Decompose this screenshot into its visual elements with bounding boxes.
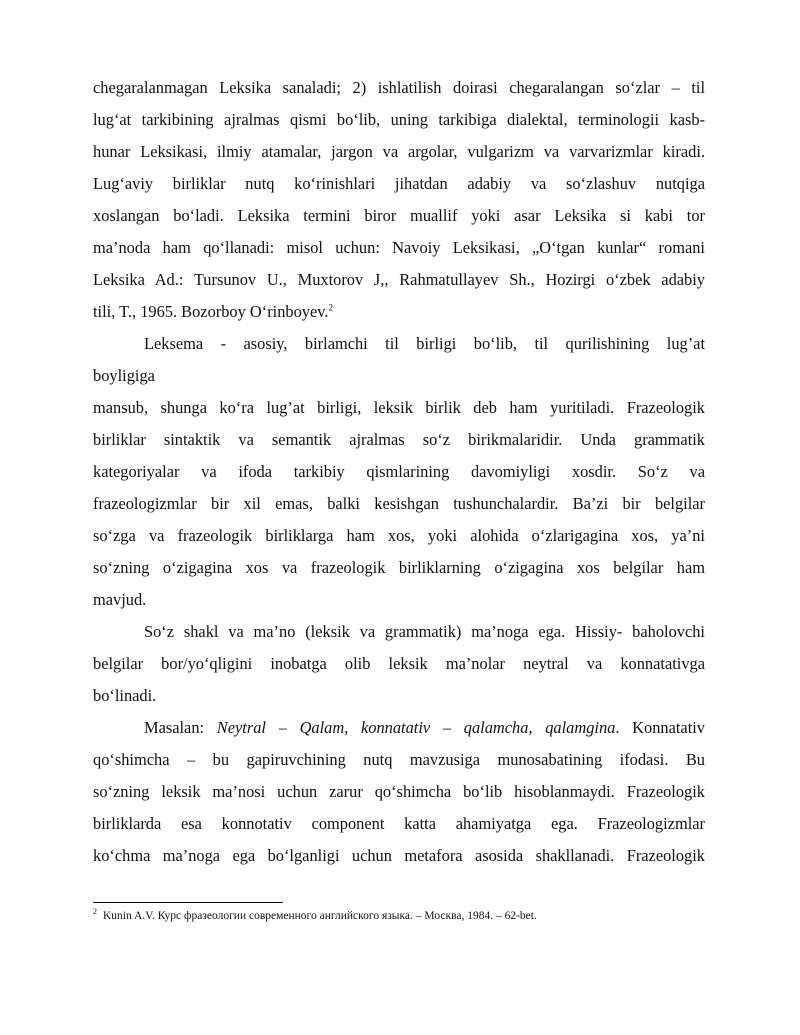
text-line: so‘zning o‘zigagina xos va frazeologik birliklarning o‘zigagina xos belgilar ham bbox=[93, 558, 705, 577]
footnote-reference: 2 bbox=[328, 302, 334, 313]
text-line: chegaralanmagan Leksika sanaladi; 2) ishlatilish doirasi chegaralangan so‘zlar – til bbox=[93, 78, 705, 97]
text-line: ma’noda ham qo‘llanadi: misol uchun: Navoiy Leksikasi, „O‘tgan kunlar“ romani bbox=[93, 238, 705, 257]
text-line: mansub, shunga ko‘ra lug’at birligi, leksik birlik deb ham yuritiladi. Frazeologik bbox=[93, 398, 705, 417]
paragraph-start-line: Leksema - asosiy, birlamchi til birligi bo‘lib, til qurilishining lug’at bbox=[144, 334, 705, 353]
text-line: kategoriyalar va ifoda tarkibiy qismlarining davomiyligi xosdir. So‘z va bbox=[93, 462, 705, 481]
footnote-separator bbox=[93, 902, 283, 903]
text-line: lug‘at tarkibining ajralmas qismi bo‘lib, uning tarkibiga dialektal, terminologii kasb- bbox=[93, 110, 705, 129]
text-line: bo‘linadi. bbox=[93, 686, 157, 705]
text-line: mavjud. bbox=[93, 590, 147, 609]
example-italic: Neytral – Qalam, konnatativ – qalamcha, qalamgina bbox=[216, 718, 616, 737]
text-line: so‘zga va frazeologik birliklarga ham xos, yoki alohida o‘zlarigagina xos, ya’ni bbox=[93, 526, 705, 545]
text-line: birliklar sintaktik va semantik ajralmas so‘z birikmalaridir. Unda grammatik bbox=[93, 430, 705, 449]
text-line: Lug‘aviy birliklar nutq ko‘rinishlari jihatdan adabiy va so‘zlashuv nutqiga bbox=[93, 174, 705, 193]
footnote bbox=[93, 908, 537, 924]
text-line: so‘zning leksik ma’nosi uchun zarur qo‘shimcha bo‘lib hisoblanmaydi. Frazeologik bbox=[93, 782, 705, 801]
footnote-number: 2 bbox=[93, 907, 97, 917]
text-line: boyligiga bbox=[93, 366, 155, 385]
document-body bbox=[93, 72, 705, 872]
footnote-text: Kunin A.V. Курс фразеологии современного английского языка. – Москва, 1984. – 62-bet. bbox=[103, 910, 537, 922]
text-line: Leksika Ad.: Tursunov U., Muxtorov J,, Rahmatullayev Sh., Hozirgi o‘zbek adabiy bbox=[93, 270, 705, 289]
paragraph-start-line: Masalan: Neytral – Qalam, konnatativ – qalamcha, qalamgina. Konnatativ bbox=[144, 718, 705, 737]
text-line: belgilar bor/yo‘qligini inobatga olib leksik ma’nolar neytral va konnatativga bbox=[93, 654, 705, 673]
text-line: qo‘shimcha – bu gapiruvchining nutq mavzusiga munosabatining ifodasi. Bu bbox=[93, 750, 705, 769]
text-line: hunar Leksikasi, ilmiy atamalar, jargon va argolar, vulgarizm va varvarizmlar kiradi. bbox=[93, 142, 705, 161]
text-line: ko‘chma ma’noga ega bo‘lganligi uchun metafora asosida shakllanadi. Frazeologik bbox=[93, 846, 705, 865]
paragraph-start-line: So‘z shakl va ma’no (leksik va grammatik) ma’noga ega. Hissiy- baholovchi bbox=[144, 622, 705, 641]
text-line: frazeologizmlar bir xil emas, balki kesishgan tushunchalardir. Ba’zi bir belgilar bbox=[93, 494, 705, 513]
text-line: xoslangan bo‘ladi. Leksika termini biror muallif yoki asar Leksika si kabi tor bbox=[93, 206, 705, 225]
text-line: tili, T., 1965. Bozorboy O‘rinboyev.$^2$ bbox=[93, 302, 334, 321]
text-line: birliklarda esa konnotativ component katta ahamiyatga ega. Frazeologizmlar bbox=[93, 814, 705, 833]
